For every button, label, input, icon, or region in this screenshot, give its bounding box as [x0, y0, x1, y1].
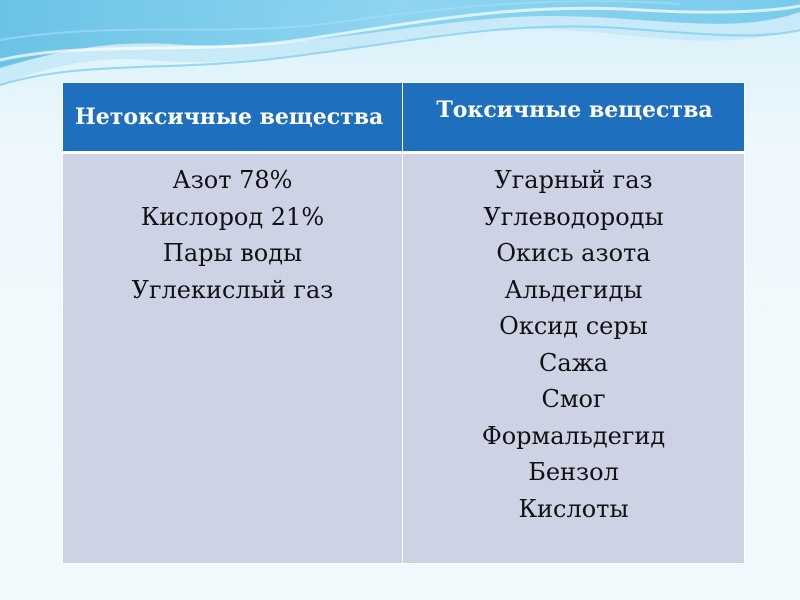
table-row [63, 153, 745, 564]
non-toxic-item: Кислород 21% [140, 202, 325, 231]
toxic-item: Окись азота [496, 239, 651, 267]
non-toxic-item: Азот 78% [172, 166, 293, 194]
toxic-item: Формальдегид [481, 421, 666, 450]
non-toxic-list [71, 162, 394, 308]
substances-table-container [62, 82, 744, 564]
non-toxic-item: Пары воды [162, 239, 303, 267]
toxic-item: Оксид серы [499, 312, 648, 340]
non-toxic-cell [63, 153, 403, 564]
substances-table [62, 82, 745, 564]
non-toxic-item: Углекислый газ [131, 275, 334, 304]
header-non-toxic: Нетоксичные вещества [63, 83, 403, 153]
table-header-row [63, 83, 745, 153]
toxic-item: Углеводороды [483, 202, 664, 231]
header-toxic: Токсичные вещества [403, 83, 745, 153]
toxic-item: Альдегиды [504, 275, 643, 304]
toxic-item: Смог [541, 385, 606, 413]
toxic-cell [403, 153, 745, 564]
toxic-item: Сажа [538, 348, 609, 377]
toxic-item: Бензол [528, 458, 619, 486]
toxic-item: Угарный газ [494, 166, 653, 194]
toxic-item: Кислоты [518, 494, 629, 523]
toxic-list [411, 162, 736, 527]
